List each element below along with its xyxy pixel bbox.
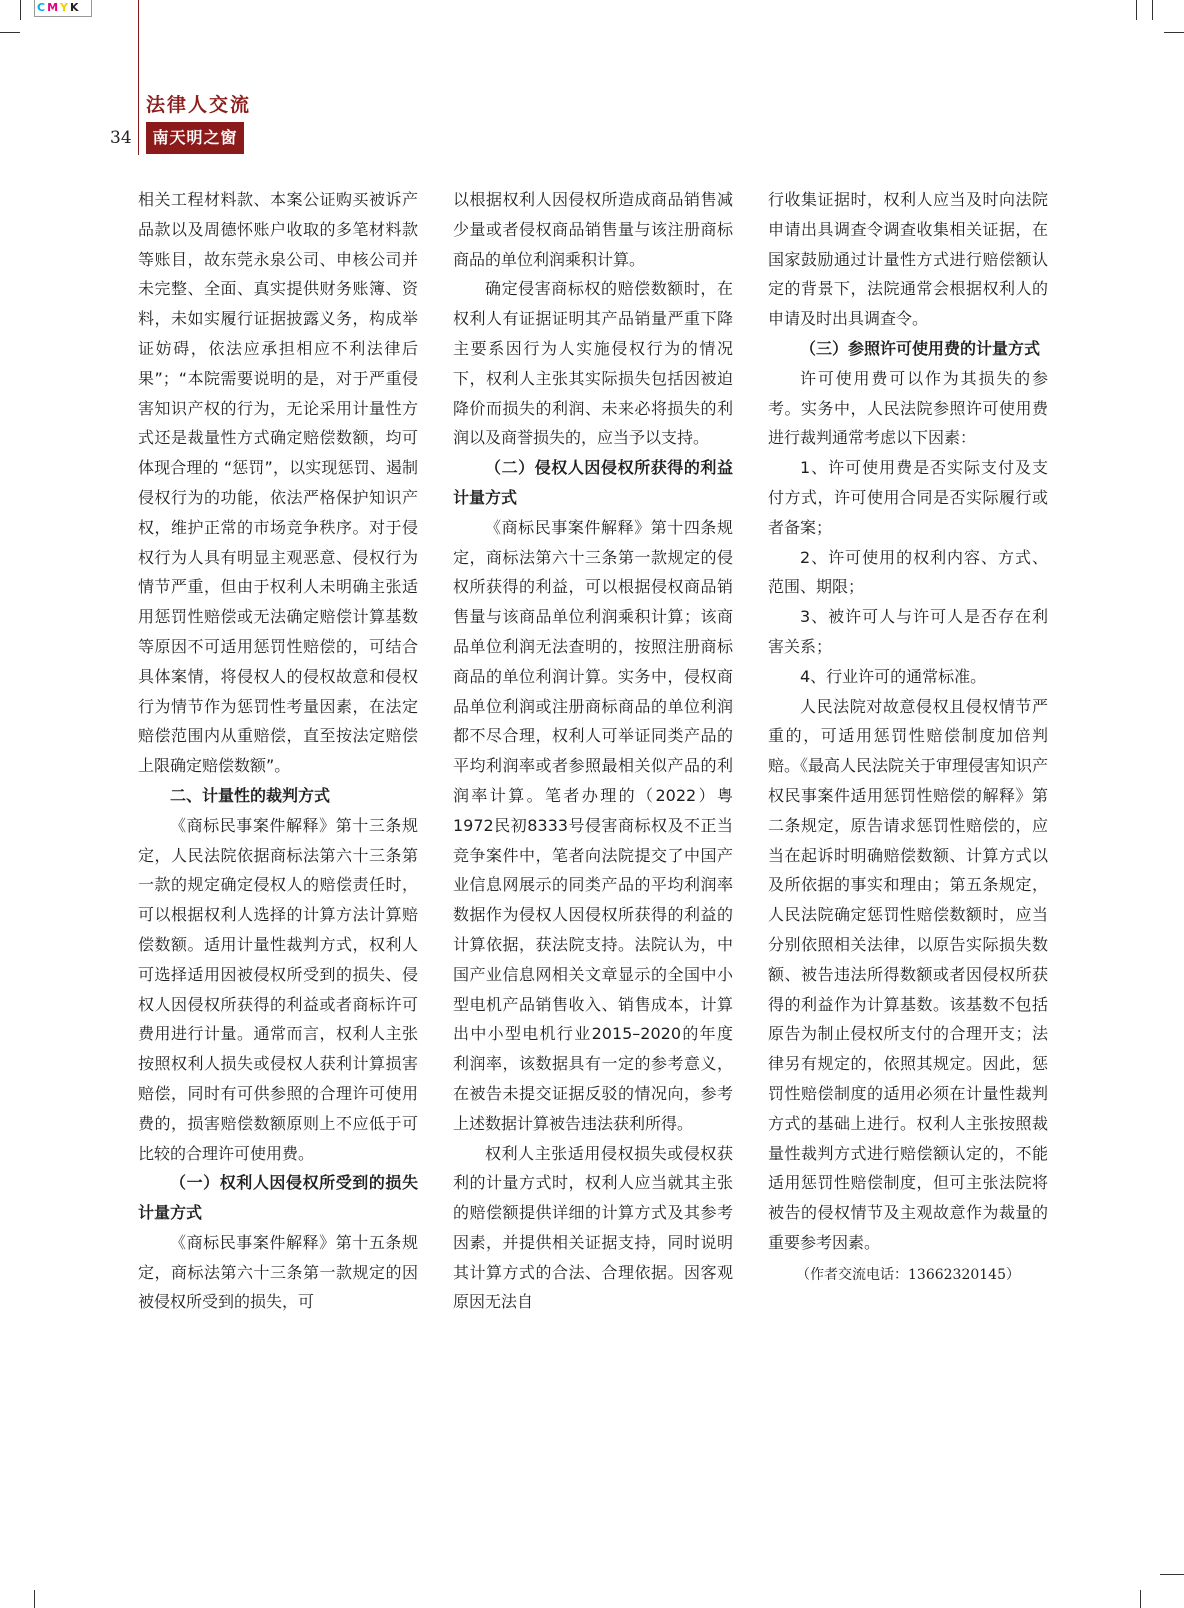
- crop-mark-bottom-left-v: [34, 1590, 35, 1608]
- section-heading: （一）权利人因侵权所受到的损失计量方式: [138, 1173, 418, 1223]
- paragraph: 许可使用费可以作为其损失的参考。实务中，人民法院参照许可使用费进行裁判通常考虑以下因素：: [768, 368, 1048, 448]
- crop-mark-top-left-v: [20, 0, 21, 20]
- paragraph: 确定侵害商标权的赔偿数额时，在权利人有证据证明其产品销量严重下降主要系因行为人实施侵权行为的情况下，权利人主张其实际损失包括因被迫降价而损失的利润、未来必将损失的利润以及商誉损失的，应当予以支持。: [453, 279, 733, 448]
- crop-mark-top-right-v2: [1136, 0, 1137, 20]
- paragraph: 4、行业许可的通常标准。: [800, 666, 987, 686]
- paragraph: 3、被许可人与许可人是否存在利害关系；: [768, 607, 1048, 656]
- cmyk-m: M: [47, 1, 61, 14]
- cmyk-y: Y: [60, 1, 70, 14]
- paragraph: 《商标民事案件解释》第十三条规定，人民法院依据商标法第六十三条第一款的规定确定侵权人的赔偿责任时，可以根据权利人选择的计算方法计算赔偿数额。适用计量性裁判方式，权利人可选择适用因被侵权所受到的损失、侵权人因侵权所获得的利益或者商标许可费用进行计量。通常而言，权利人主张按照权利人损失或侵权人获利计算损害赔偿，同时有可供参照的合理许可使用费的，损害赔偿数额原则上不应低于可比较的合理许可使用费。: [138, 815, 418, 1163]
- paragraph: 《商标民事案件解释》第十五条规定，商标法第六十三条第一款规定的因被侵权所受到的损失，可: [138, 1232, 418, 1312]
- paragraph: 权利人主张适用侵权损失或侵权获利的计量方式时，权利人应当就其主张的赔偿额提供详细的计算方式及其参考因素，并提供相关证据支持，同时说明其计算方式的合法、合理依据。因客观原因无法自: [453, 1143, 733, 1312]
- section-title: 法律人交流: [146, 94, 252, 116]
- crop-mark-top-right-h: [1164, 32, 1184, 33]
- text-column-3: [768, 185, 1048, 1290]
- cmyk-c: C: [37, 1, 48, 14]
- crop-mark-bottom-right-v: [1140, 1590, 1141, 1608]
- section-heading: （三）参照许可使用费的计量方式: [800, 338, 1041, 358]
- crop-mark-bottom-right-h: [1160, 1574, 1184, 1575]
- crop-mark-top-left-h: [0, 32, 20, 33]
- crop-mark-top-right-v: [1152, 0, 1153, 20]
- section-heading: 二、计量性的裁判方式: [170, 785, 331, 805]
- cmyk-label: [37, 1, 81, 14]
- paragraph: 《商标民事案件解释》第十四条规定，商标法第六十三条第一款规定的侵权所获得的利益，可以根据侵权商品销售量与该商品单位利润乘积计算；该商品单位利润无法查明的，按照注册商标商品的单位利润计算。实务中，侵权商品单位利润或注册商标商品的单位利润都不尽合理，权利人可举证同类产品的平均利润率或者参照最相关似产品的利润率计算。笔者办理的（2022）粤1972民初8333号侵害商标权及不正当竞争案件中，笔者向法院提交了中国产业信息网展示的同类产品的平均利润率数据作为侵权人因侵权所获得的利益的计算依据，获法院支持。法院认为，中国产业信息网相关文章显示的全国中小型电机产品销售收入、销售成本，计算出中小型电机行业2015–2020的年度利润率，该数据具有一定的参考意义，在被告未提交证据反驳的情况向，参考上述数据计算被告违法获利所得。: [453, 517, 733, 1133]
- paragraph: 相关工程材料款、本案公证购买被诉产品款以及周德怀账户收取的多笔材料款等账目，故东莞永泉公司、申核公司并未完整、全面、真实提供财务账簿、资料，未如实履行证据披露义务，构成举证妨碍，依法应承担相应不利法律后果”；“本院需要说明的是，对于严重侵害知识产权的行为，无论采用计量性方式还是裁量性方式确定赔偿数额，均可体现合理的 “惩罚”，以实现惩罚、遏制侵权行为的功能，依法严格保护知识产权，维护正常的市场竞争秩序。对于侵权行为人具有明显主观恶意、侵权行为情节严重，但由于权利人未明确主张适用惩罚性赔偿或无法确定赔偿计算基数等原因不可适用惩罚性赔偿的，可结合具体案情，将侵权人的侵权故意和侵权行为情节作为惩罚性考量因素，在法定赔偿范围内从重赔偿，直至按法定赔偿上限确定赔偿数额”。: [138, 190, 418, 776]
- column-badge: 南天明之窗: [146, 122, 244, 154]
- paragraph: 以根据权利人因侵权所造成商品销售减少量或者侵权商品销售量与该注册商标商品的单位利润乘积计算。: [453, 190, 733, 269]
- author-contact: （作者交流电话：13662320145）: [796, 1266, 1020, 1283]
- page-number: 34: [110, 128, 132, 148]
- paragraph: 人民法院对故意侵权且侵权情节严重的，可适用惩罚性赔偿制度加倍判赔。《最高人民法院关于审理侵害知识产权民事案件适用惩罚性赔偿的解释》第二条规定，原告请求惩罚性赔偿的，应当在起诉时明确赔偿数额、计算方式以及所依据的事实和理由；第五条规定，人民法院确定惩罚性赔偿数额时，应当分别依照相关法律，以原告实际损失数额、被告违法所得数额或者因侵权所获得的利益作为计算基数。该基数不包括原告为制止侵权所支付的合理开支；法律另有规定的，依照其规定。因此，惩罚性赔偿制度的适用必须在计量性裁判方式的基础上进行。权利人主张按照裁量性裁判方式进行赔偿额认定的，不能适用惩罚性赔偿制度，但可主张法院将被告的侵权情节及主观故意作为裁量的重要参考因素。: [768, 696, 1049, 1252]
- paragraph: 行收集证据时，权利人应当及时向法院申请出具调查令调查收集相关证据，在国家鼓励通过计量性方式进行赔偿额认定的背景下，法院通常会根据权利人的申请及时出具调查令。: [768, 190, 1048, 329]
- cmyk-k: K: [70, 1, 81, 14]
- paragraph: 2、许可使用的权利内容、方式、范围、期限；: [768, 547, 1048, 597]
- header-rule: [138, 0, 139, 155]
- text-column-1: [138, 185, 418, 1317]
- text-column-2: [453, 185, 733, 1317]
- paragraph: 1、许可使用费是否实际支付及支付方式，许可使用合同是否实际履行或者备案；: [768, 458, 1048, 537]
- section-heading: （二）侵权人因侵权所获得的利益计量方式: [453, 458, 733, 507]
